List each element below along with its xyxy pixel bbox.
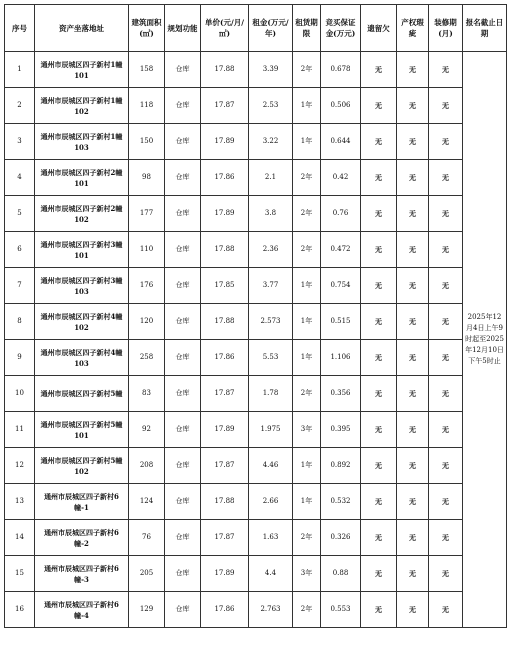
row-use: 仓库 <box>165 232 201 268</box>
row-index: 10 <box>5 376 35 412</box>
row-term: 1年 <box>293 268 321 304</box>
row-address: 通州市辰城区四子新村6幢-2 <box>35 520 129 556</box>
row-rent: 2.573 <box>249 304 293 340</box>
row-decoration: 无 <box>429 412 463 448</box>
row-address: 通州市辰城区四子新村1幢103 <box>35 124 129 160</box>
row-unit-price: 17.89 <box>201 412 249 448</box>
row-use: 仓库 <box>165 124 201 160</box>
header-decoration: 装修期(月) <box>429 5 463 52</box>
row-area: 118 <box>129 88 165 124</box>
row-index: 9 <box>5 340 35 376</box>
row-rent: 2.36 <box>249 232 293 268</box>
row-rent: 5.53 <box>249 340 293 376</box>
registration-deadline: 2025年12月4日上午9时起至2025年12月10日下午5时止 <box>463 52 507 628</box>
row-term: 2年 <box>293 520 321 556</box>
row-index: 2 <box>5 88 35 124</box>
row-arrears: 无 <box>361 376 397 412</box>
table-body <box>5 52 507 628</box>
row-rent: 1.78 <box>249 376 293 412</box>
row-area: 129 <box>129 592 165 628</box>
row-rent: 4.4 <box>249 556 293 592</box>
row-area: 176 <box>129 268 165 304</box>
row-title-defect: 无 <box>397 376 429 412</box>
row-decoration: 无 <box>429 232 463 268</box>
row-decoration: 无 <box>429 160 463 196</box>
row-title-defect: 无 <box>397 232 429 268</box>
row-address: 通州市辰城区四子新村4幢102 <box>35 304 129 340</box>
row-decoration: 无 <box>429 88 463 124</box>
row-index: 15 <box>5 556 35 592</box>
header-index: 序号 <box>5 5 35 52</box>
row-use: 仓库 <box>165 592 201 628</box>
row-area: 120 <box>129 304 165 340</box>
table-row <box>5 484 507 520</box>
row-term: 2年 <box>293 196 321 232</box>
row-index: 4 <box>5 160 35 196</box>
row-index: 3 <box>5 124 35 160</box>
row-arrears: 无 <box>361 592 397 628</box>
table-row <box>5 448 507 484</box>
row-rent: 3.8 <box>249 196 293 232</box>
row-term: 1年 <box>293 484 321 520</box>
row-use: 仓库 <box>165 340 201 376</box>
header-unit-price: 单价(元/月/㎡) <box>201 5 249 52</box>
row-unit-price: 17.88 <box>201 52 249 88</box>
row-decoration: 无 <box>429 556 463 592</box>
row-term: 2年 <box>293 52 321 88</box>
table-row <box>5 232 507 268</box>
row-area: 150 <box>129 124 165 160</box>
row-deposit: 0.506 <box>321 88 361 124</box>
row-unit-price: 17.85 <box>201 268 249 304</box>
header-area: 建筑面积(㎡) <box>129 5 165 52</box>
row-title-defect: 无 <box>397 304 429 340</box>
row-deposit: 0.754 <box>321 268 361 304</box>
row-term: 3年 <box>293 412 321 448</box>
row-address: 通州市辰城区四子新村5幢 <box>35 376 129 412</box>
table-row <box>5 340 507 376</box>
row-address: 通州市辰城区四子新村4幢103 <box>35 340 129 376</box>
row-address: 通州市辰城区四子新村1幢101 <box>35 52 129 88</box>
row-arrears: 无 <box>361 52 397 88</box>
row-arrears: 无 <box>361 520 397 556</box>
table-row <box>5 268 507 304</box>
row-area: 110 <box>129 232 165 268</box>
row-unit-price: 17.87 <box>201 520 249 556</box>
row-deposit: 0.515 <box>321 304 361 340</box>
row-arrears: 无 <box>361 124 397 160</box>
table-row <box>5 196 507 232</box>
row-decoration: 无 <box>429 52 463 88</box>
row-use: 仓库 <box>165 88 201 124</box>
row-deposit: 0.76 <box>321 196 361 232</box>
row-address: 通州市辰城区四子新村5幢102 <box>35 448 129 484</box>
row-unit-price: 17.86 <box>201 340 249 376</box>
row-rent: 2.1 <box>249 160 293 196</box>
row-deposit: 0.472 <box>321 232 361 268</box>
table-row <box>5 52 507 88</box>
row-decoration: 无 <box>429 124 463 160</box>
row-rent: 3.39 <box>249 52 293 88</box>
row-arrears: 无 <box>361 484 397 520</box>
row-deposit: 0.553 <box>321 592 361 628</box>
table-row <box>5 412 507 448</box>
row-rent: 2.53 <box>249 88 293 124</box>
header-deadline: 报名截止日期 <box>463 5 507 52</box>
row-decoration: 无 <box>429 376 463 412</box>
header-rent: 租金(万元/年) <box>249 5 293 52</box>
row-address: 通州市辰城区四子新村1幢102 <box>35 88 129 124</box>
row-index: 8 <box>5 304 35 340</box>
row-address: 通州市辰城区四子新村3幢103 <box>35 268 129 304</box>
row-use: 仓库 <box>165 268 201 304</box>
row-term: 2年 <box>293 160 321 196</box>
row-arrears: 无 <box>361 196 397 232</box>
row-arrears: 无 <box>361 268 397 304</box>
row-term: 1年 <box>293 304 321 340</box>
row-address: 通州市辰城区四子新村5幢101 <box>35 412 129 448</box>
row-title-defect: 无 <box>397 160 429 196</box>
table-row <box>5 376 507 412</box>
row-index: 5 <box>5 196 35 232</box>
row-unit-price: 17.87 <box>201 376 249 412</box>
header-address: 资产坐落地址 <box>35 5 129 52</box>
row-term: 1年 <box>293 340 321 376</box>
table-row <box>5 592 507 628</box>
row-title-defect: 无 <box>397 268 429 304</box>
row-index: 7 <box>5 268 35 304</box>
row-deposit: 0.678 <box>321 52 361 88</box>
row-deposit: 0.644 <box>321 124 361 160</box>
row-use: 仓库 <box>165 196 201 232</box>
header-use: 规划功能 <box>165 5 201 52</box>
row-deposit: 0.42 <box>321 160 361 196</box>
row-address: 通州市辰城区四子新村2幢101 <box>35 160 129 196</box>
row-area: 92 <box>129 412 165 448</box>
row-deposit: 0.532 <box>321 484 361 520</box>
row-arrears: 无 <box>361 160 397 196</box>
row-area: 205 <box>129 556 165 592</box>
row-deposit: 0.356 <box>321 376 361 412</box>
row-deposit: 0.326 <box>321 520 361 556</box>
property-lease-table <box>4 4 507 628</box>
row-index: 13 <box>5 484 35 520</box>
row-title-defect: 无 <box>397 124 429 160</box>
table-header-row <box>5 5 507 52</box>
header-deposit: 竞买保证金(万元) <box>321 5 361 52</box>
row-index: 1 <box>5 52 35 88</box>
row-title-defect: 无 <box>397 448 429 484</box>
row-area: 98 <box>129 160 165 196</box>
row-use: 仓库 <box>165 160 201 196</box>
row-use: 仓库 <box>165 52 201 88</box>
row-unit-price: 17.88 <box>201 304 249 340</box>
row-term: 1年 <box>293 124 321 160</box>
row-unit-price: 17.86 <box>201 160 249 196</box>
row-use: 仓库 <box>165 376 201 412</box>
row-area: 177 <box>129 196 165 232</box>
document-page <box>4 4 506 648</box>
row-use: 仓库 <box>165 448 201 484</box>
row-decoration: 无 <box>429 484 463 520</box>
row-decoration: 无 <box>429 592 463 628</box>
row-index: 14 <box>5 520 35 556</box>
row-term: 2年 <box>293 592 321 628</box>
row-unit-price: 17.88 <box>201 484 249 520</box>
row-address: 通州市辰城区四子新村3幢101 <box>35 232 129 268</box>
row-unit-price: 17.89 <box>201 124 249 160</box>
row-arrears: 无 <box>361 304 397 340</box>
row-title-defect: 无 <box>397 340 429 376</box>
row-title-defect: 无 <box>397 520 429 556</box>
table-row <box>5 304 507 340</box>
row-area: 124 <box>129 484 165 520</box>
row-unit-price: 17.89 <box>201 556 249 592</box>
row-arrears: 无 <box>361 340 397 376</box>
row-decoration: 无 <box>429 268 463 304</box>
row-area: 83 <box>129 376 165 412</box>
row-address: 通州市辰城区四子新村2幢102 <box>35 196 129 232</box>
row-deposit: 1.106 <box>321 340 361 376</box>
row-rent: 2.763 <box>249 592 293 628</box>
row-term: 1年 <box>293 448 321 484</box>
row-arrears: 无 <box>361 448 397 484</box>
row-unit-price: 17.86 <box>201 592 249 628</box>
row-title-defect: 无 <box>397 52 429 88</box>
row-title-defect: 无 <box>397 556 429 592</box>
header-title-defect: 产权瑕疵 <box>397 5 429 52</box>
row-area: 76 <box>129 520 165 556</box>
row-arrears: 无 <box>361 88 397 124</box>
row-rent: 4.46 <box>249 448 293 484</box>
row-use: 仓库 <box>165 412 201 448</box>
row-unit-price: 17.88 <box>201 232 249 268</box>
row-term: 3年 <box>293 556 321 592</box>
row-arrears: 无 <box>361 556 397 592</box>
row-term: 1年 <box>293 88 321 124</box>
row-deposit: 0.395 <box>321 412 361 448</box>
row-title-defect: 无 <box>397 412 429 448</box>
row-use: 仓库 <box>165 520 201 556</box>
row-index: 11 <box>5 412 35 448</box>
row-unit-price: 17.87 <box>201 88 249 124</box>
table-row <box>5 520 507 556</box>
row-term: 2年 <box>293 232 321 268</box>
row-unit-price: 17.89 <box>201 196 249 232</box>
row-rent: 3.77 <box>249 268 293 304</box>
row-use: 仓库 <box>165 484 201 520</box>
row-address: 通州市辰城区四子新村6幢-1 <box>35 484 129 520</box>
row-title-defect: 无 <box>397 196 429 232</box>
row-rent: 2.66 <box>249 484 293 520</box>
row-rent: 3.22 <box>249 124 293 160</box>
row-area: 208 <box>129 448 165 484</box>
row-decoration: 无 <box>429 520 463 556</box>
row-area: 258 <box>129 340 165 376</box>
row-area: 158 <box>129 52 165 88</box>
table-row <box>5 160 507 196</box>
row-decoration: 无 <box>429 448 463 484</box>
row-deposit: 0.892 <box>321 448 361 484</box>
header-arrears: 遗留欠 <box>361 5 397 52</box>
row-title-defect: 无 <box>397 484 429 520</box>
row-arrears: 无 <box>361 412 397 448</box>
row-use: 仓库 <box>165 556 201 592</box>
row-address: 通州市辰城区四子新村6幢-4 <box>35 592 129 628</box>
header-term: 租赁期限 <box>293 5 321 52</box>
row-rent: 1.975 <box>249 412 293 448</box>
row-term: 2年 <box>293 376 321 412</box>
row-decoration: 无 <box>429 340 463 376</box>
table-row <box>5 88 507 124</box>
row-unit-price: 17.87 <box>201 448 249 484</box>
row-arrears: 无 <box>361 232 397 268</box>
row-use: 仓库 <box>165 304 201 340</box>
row-decoration: 无 <box>429 304 463 340</box>
row-index: 6 <box>5 232 35 268</box>
row-rent: 1.63 <box>249 520 293 556</box>
table-row <box>5 124 507 160</box>
row-decoration: 无 <box>429 196 463 232</box>
row-index: 16 <box>5 592 35 628</box>
table-row <box>5 556 507 592</box>
row-address: 通州市辰城区四子新村6幢-3 <box>35 556 129 592</box>
row-deposit: 0.88 <box>321 556 361 592</box>
row-index: 12 <box>5 448 35 484</box>
row-title-defect: 无 <box>397 88 429 124</box>
row-title-defect: 无 <box>397 592 429 628</box>
